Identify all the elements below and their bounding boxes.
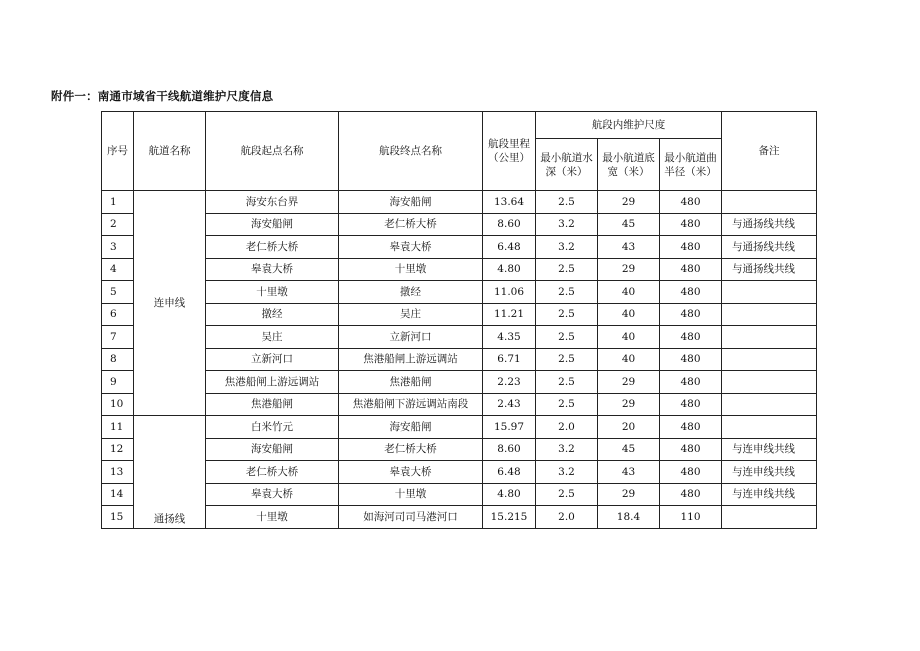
row-depth: 2.5 bbox=[536, 393, 598, 416]
row-start: 老仁桥大桥 bbox=[206, 236, 339, 259]
row-width: 40 bbox=[598, 303, 660, 326]
row-remark bbox=[722, 393, 817, 416]
table-row bbox=[102, 371, 817, 394]
row-start: 吴庄 bbox=[206, 326, 339, 349]
row-radius: 480 bbox=[660, 371, 722, 394]
row-width: 29 bbox=[598, 483, 660, 506]
row-radius: 480 bbox=[660, 438, 722, 461]
row-radius: 480 bbox=[660, 191, 722, 214]
row-width: 20 bbox=[598, 416, 660, 439]
row-depth: 2.5 bbox=[536, 371, 598, 394]
row-length: 6.48 bbox=[483, 236, 536, 259]
table-row bbox=[102, 416, 817, 439]
row-radius: 480 bbox=[660, 213, 722, 236]
table-row bbox=[102, 483, 817, 506]
row-length: 8.60 bbox=[483, 438, 536, 461]
table-row bbox=[102, 393, 817, 416]
row-length: 4.35 bbox=[483, 326, 536, 349]
row-radius: 480 bbox=[660, 258, 722, 281]
row-length: 8.60 bbox=[483, 213, 536, 236]
table-row bbox=[102, 281, 817, 304]
table-row bbox=[102, 461, 817, 484]
row-seq: 7 bbox=[102, 326, 134, 349]
header-row-1 bbox=[102, 112, 817, 139]
row-radius: 480 bbox=[660, 236, 722, 259]
row-remark: 与通扬线共线 bbox=[722, 236, 817, 259]
row-remark bbox=[722, 326, 817, 349]
row-remark bbox=[722, 506, 817, 529]
row-remark bbox=[722, 303, 817, 326]
row-end: 焦港船闸上游远调站 bbox=[339, 348, 483, 371]
row-length: 2.43 bbox=[483, 393, 536, 416]
row-depth: 2.5 bbox=[536, 483, 598, 506]
row-radius: 480 bbox=[660, 461, 722, 484]
row-start: 立新河口 bbox=[206, 348, 339, 371]
header-canal: 航道名称 bbox=[134, 112, 206, 191]
row-length: 6.71 bbox=[483, 348, 536, 371]
row-length: 11.06 bbox=[483, 281, 536, 304]
row-seq: 2 bbox=[102, 213, 134, 236]
row-depth: 3.2 bbox=[536, 438, 598, 461]
row-end: 十里墩 bbox=[339, 258, 483, 281]
row-width: 29 bbox=[598, 371, 660, 394]
row-depth: 3.2 bbox=[536, 213, 598, 236]
row-seq: 10 bbox=[102, 393, 134, 416]
header-remark: 备注 bbox=[722, 112, 817, 191]
header-seq: 序号 bbox=[102, 112, 134, 191]
table-row bbox=[102, 191, 817, 214]
row-depth: 2.5 bbox=[536, 326, 598, 349]
row-depth: 2.0 bbox=[536, 416, 598, 439]
row-radius: 480 bbox=[660, 416, 722, 439]
row-length: 11.21 bbox=[483, 303, 536, 326]
row-radius: 480 bbox=[660, 281, 722, 304]
row-start: 撴经 bbox=[206, 303, 339, 326]
table-row bbox=[102, 213, 817, 236]
row-depth: 3.2 bbox=[536, 236, 598, 259]
row-depth: 2.5 bbox=[536, 281, 598, 304]
row-width: 29 bbox=[598, 191, 660, 214]
row-seq: 14 bbox=[102, 483, 134, 506]
row-end: 焦港船闸下游远调站南段 bbox=[339, 393, 483, 416]
row-remark: 与通扬线共线 bbox=[722, 213, 817, 236]
canal-name-cell: 通扬线 bbox=[134, 416, 206, 529]
row-end: 撴经 bbox=[339, 281, 483, 304]
row-width: 29 bbox=[598, 258, 660, 281]
row-remark bbox=[722, 348, 817, 371]
header-length: 航段里程（公里） bbox=[483, 112, 536, 191]
row-width: 40 bbox=[598, 281, 660, 304]
row-width: 29 bbox=[598, 393, 660, 416]
row-seq: 8 bbox=[102, 348, 134, 371]
row-remark bbox=[722, 191, 817, 214]
table-row bbox=[102, 258, 817, 281]
row-length: 2.23 bbox=[483, 371, 536, 394]
row-remark bbox=[722, 416, 817, 439]
row-length: 6.48 bbox=[483, 461, 536, 484]
row-seq: 11 bbox=[102, 416, 134, 439]
row-end: 老仁桥大桥 bbox=[339, 213, 483, 236]
channel-maintenance-table bbox=[101, 111, 817, 529]
row-start: 十里墩 bbox=[206, 506, 339, 529]
row-start: 皋袁大桥 bbox=[206, 483, 339, 506]
header-start: 航段起点名称 bbox=[206, 112, 339, 191]
row-remark: 与连申线共线 bbox=[722, 461, 817, 484]
row-seq: 6 bbox=[102, 303, 134, 326]
row-seq: 4 bbox=[102, 258, 134, 281]
row-depth: 2.0 bbox=[536, 506, 598, 529]
row-width: 43 bbox=[598, 461, 660, 484]
row-start: 焦港船闸 bbox=[206, 393, 339, 416]
row-remark: 与连申线共线 bbox=[722, 438, 817, 461]
row-end: 立新河口 bbox=[339, 326, 483, 349]
row-remark: 与连申线共线 bbox=[722, 483, 817, 506]
row-end: 十里墩 bbox=[339, 483, 483, 506]
row-seq: 12 bbox=[102, 438, 134, 461]
header-depth: 最小航道水深（米） bbox=[536, 139, 598, 191]
row-radius: 480 bbox=[660, 326, 722, 349]
table-row bbox=[102, 348, 817, 371]
row-seq: 13 bbox=[102, 461, 134, 484]
row-remark bbox=[722, 281, 817, 304]
row-end: 如海河司司马港河口 bbox=[339, 506, 483, 529]
row-length: 4.80 bbox=[483, 483, 536, 506]
row-start: 海安东台界 bbox=[206, 191, 339, 214]
row-depth: 3.2 bbox=[536, 461, 598, 484]
row-radius: 480 bbox=[660, 483, 722, 506]
row-depth: 2.5 bbox=[536, 348, 598, 371]
row-end: 焦港船闸 bbox=[339, 371, 483, 394]
row-length: 15.97 bbox=[483, 416, 536, 439]
row-radius: 480 bbox=[660, 303, 722, 326]
table-row bbox=[102, 506, 817, 529]
row-width: 40 bbox=[598, 326, 660, 349]
row-radius: 480 bbox=[660, 393, 722, 416]
row-seq: 3 bbox=[102, 236, 134, 259]
row-end: 皋袁大桥 bbox=[339, 236, 483, 259]
table-row bbox=[102, 438, 817, 461]
row-start: 皋袁大桥 bbox=[206, 258, 339, 281]
row-length: 15.215 bbox=[483, 506, 536, 529]
header-width: 最小航道底宽（米） bbox=[598, 139, 660, 191]
row-seq: 15 bbox=[102, 506, 134, 529]
table-row bbox=[102, 303, 817, 326]
row-radius: 480 bbox=[660, 348, 722, 371]
header-maintenance-group: 航段内维护尺度 bbox=[536, 112, 722, 139]
row-seq: 1 bbox=[102, 191, 134, 214]
canal-name-cell: 连申线 bbox=[134, 191, 206, 416]
row-start: 海安船闸 bbox=[206, 438, 339, 461]
row-remark bbox=[722, 371, 817, 394]
row-end: 海安船闸 bbox=[339, 416, 483, 439]
row-length: 4.80 bbox=[483, 258, 536, 281]
row-start: 十里墩 bbox=[206, 281, 339, 304]
row-end: 老仁桥大桥 bbox=[339, 438, 483, 461]
row-width: 45 bbox=[598, 438, 660, 461]
row-end: 吴庄 bbox=[339, 303, 483, 326]
row-start: 白米竹元 bbox=[206, 416, 339, 439]
row-length: 13.64 bbox=[483, 191, 536, 214]
table-row bbox=[102, 326, 817, 349]
row-radius: 110 bbox=[660, 506, 722, 529]
row-start: 海安船闸 bbox=[206, 213, 339, 236]
row-end: 海安船闸 bbox=[339, 191, 483, 214]
row-seq: 9 bbox=[102, 371, 134, 394]
row-width: 40 bbox=[598, 348, 660, 371]
row-depth: 2.5 bbox=[536, 191, 598, 214]
row-seq: 5 bbox=[102, 281, 134, 304]
row-depth: 2.5 bbox=[536, 303, 598, 326]
header-radius: 最小航道曲半径（米） bbox=[660, 139, 722, 191]
header-end: 航段终点名称 bbox=[339, 112, 483, 191]
row-start: 老仁桥大桥 bbox=[206, 461, 339, 484]
row-start: 焦港船闸上游远调站 bbox=[206, 371, 339, 394]
row-end: 皋袁大桥 bbox=[339, 461, 483, 484]
document-title: 附件一：南通市域省干线航道维护尺度信息 bbox=[51, 89, 274, 103]
row-width: 18.4 bbox=[598, 506, 660, 529]
row-depth: 2.5 bbox=[536, 258, 598, 281]
table-row bbox=[102, 236, 817, 259]
row-width: 43 bbox=[598, 236, 660, 259]
row-remark: 与通扬线共线 bbox=[722, 258, 817, 281]
row-width: 45 bbox=[598, 213, 660, 236]
